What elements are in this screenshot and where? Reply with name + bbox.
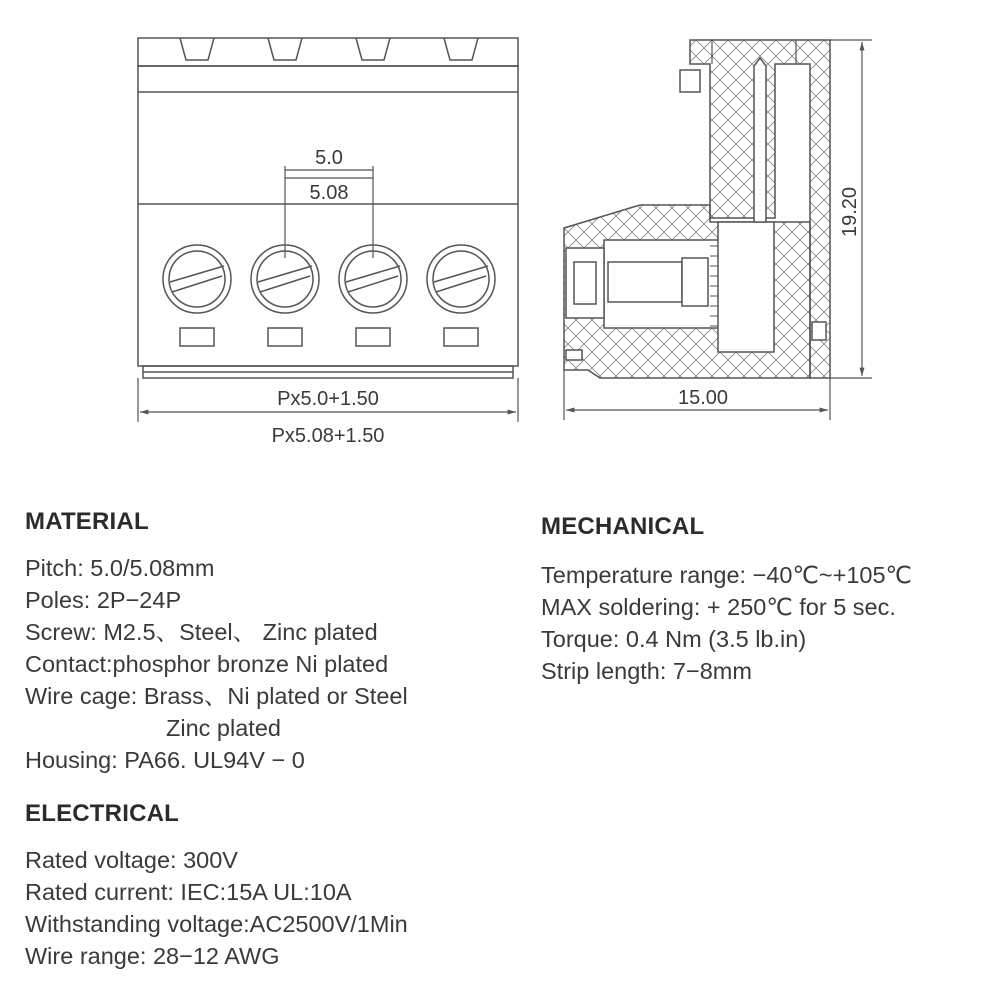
electrical-line: Withstanding voltage:AC2500V/1Min (25, 911, 408, 937)
material-section (25, 508, 408, 776)
test-port (268, 328, 302, 346)
pitch-label-a: 5.0 (315, 147, 343, 169)
material-line: Pitch: 5.0/5.08mm (25, 555, 215, 581)
electrical-line: Wire range: 28−12 AWG (25, 943, 280, 969)
mechanical-section (541, 513, 912, 687)
material-line: Housing: PA66. UL94V − 0 (25, 747, 305, 773)
front-housing (138, 66, 518, 366)
technical-drawing (0, 0, 1001, 470)
front-notch (268, 38, 302, 60)
height-label: 19.20 (839, 186, 861, 238)
side-view (564, 40, 830, 378)
mechanical-line: MAX soldering: + 250℃ for 5 sec. (541, 594, 896, 620)
front-view (138, 38, 518, 378)
pitch-label-b: 5.08 (309, 182, 349, 204)
wire-cage (718, 222, 774, 352)
electrical-list (25, 844, 408, 972)
pitch-dimension (285, 166, 373, 258)
electrical-title: ELECTRICAL (25, 800, 179, 827)
side-step (680, 70, 700, 92)
material-line: Screw: M2.5、Steel、 Zinc plated (25, 619, 378, 645)
electrical-line: Rated current: IEC:15A UL:10A (25, 879, 352, 905)
material-line: Contact:phosphor bronze Ni plated (25, 651, 389, 677)
side-foot (812, 322, 826, 340)
front-notch (356, 38, 390, 60)
test-port (180, 328, 214, 346)
test-port (356, 328, 390, 346)
width-label-a: Px5.0+1.50 (277, 388, 379, 410)
screw (427, 245, 495, 313)
clamp-block (608, 262, 682, 302)
front-notch (444, 38, 478, 60)
mechanical-list (541, 559, 912, 687)
mechanical-title: MECHANICAL (541, 513, 705, 540)
mechanical-line: Torque: 0.4 Nm (3.5 lb.in) (541, 626, 807, 652)
screw (163, 245, 231, 313)
electrical-section (25, 800, 408, 972)
front-top-strip (138, 38, 518, 66)
material-line: Poles: 2P−24P (25, 587, 182, 613)
contact-pin (754, 58, 766, 222)
material-list (25, 552, 408, 776)
material-line: Wire cage: Brass、Ni plated or Steel (25, 683, 408, 709)
material-line: Zinc plated (166, 715, 281, 741)
depth-label: 15.00 (677, 387, 729, 409)
side-foot (566, 350, 582, 360)
front-notch (180, 38, 214, 60)
clamp-nut (682, 258, 708, 306)
material-title: MATERIAL (25, 508, 149, 535)
width-label-b: Px5.08+1.50 (271, 425, 385, 447)
electrical-line: Rated voltage: 300V (25, 847, 238, 873)
mechanical-line: Strip length: 7−8mm (541, 658, 752, 684)
test-port (444, 328, 478, 346)
mechanical-line: Temperature range: −40℃~+105℃ (541, 562, 912, 588)
screw-slot (574, 262, 596, 304)
